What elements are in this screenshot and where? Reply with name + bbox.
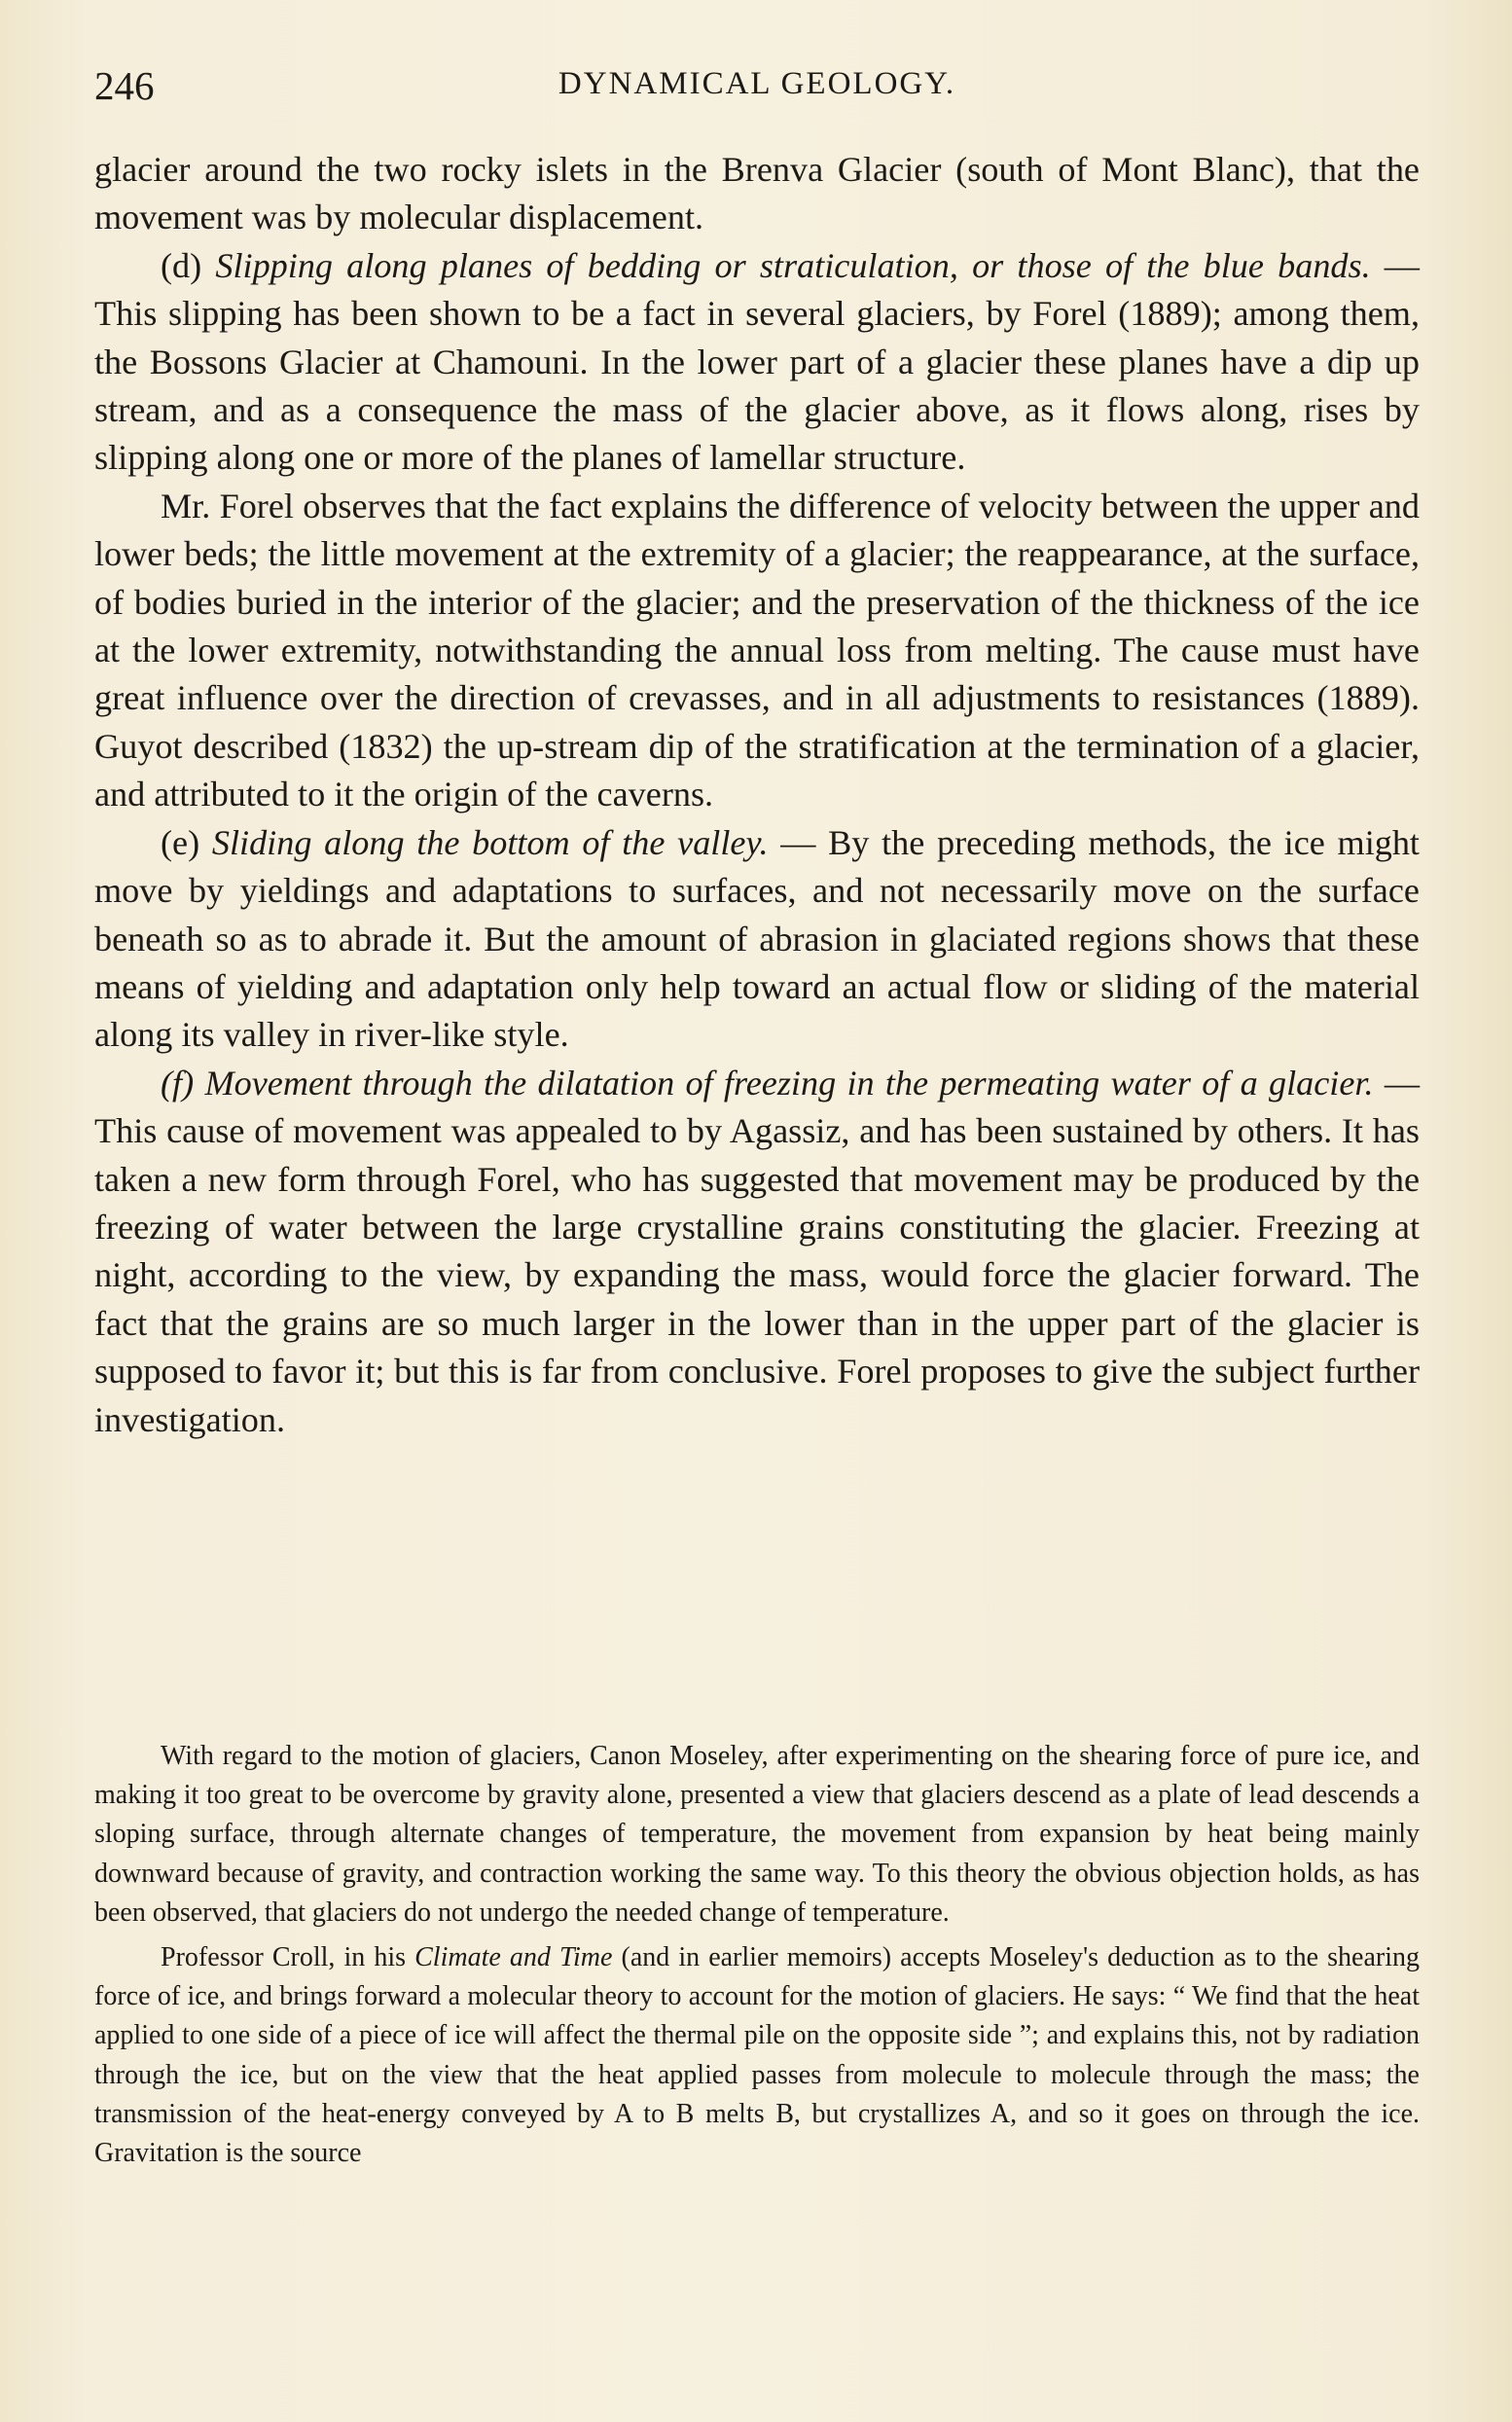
paragraph-d — [94, 242, 1420, 483]
paragraph-f — [94, 1060, 1420, 1444]
page-header — [94, 56, 1420, 115]
item-label-f: (f) — [161, 1063, 195, 1103]
note-croll-intro: Professor Croll, in his — [161, 1942, 415, 1973]
item-text-f: — This cause of movement was appealed to by Agassiz, and has been sustained by others. It has taken a new form through Forel, who has suggested that movement may be produced by the freezing of water between the large crystalline grains constituting the glacier. Freezing at night, according to the view, by expanding the mass, would force the glacier forward. The fact that the grains are so much larger in the lower than in the upper part of the glacier is supposed to favor it; but this is far from conclusive. Forel proposes to give the subject further investigation. — [94, 1063, 1421, 1439]
item-label-d: (d) — [161, 245, 202, 285]
note-croll-text: (and in earlier memoirs) accepts Moseley's deduction as to the shearing force of ice, and brings forward a molecular theory to account for the motion of glaciers. He says: “ We find that the heat applied to one side of a piece of ice will affect the thermal pile on the opposite side ”; and explains this, not by radiation through the ice, but on the view that the heat applied passes from molecule to molecule through the mass; the transmission of the heat-energy conveyed by A to B melts B, but crystallizes A, and so it goes on through the ice. Gravitation is the source — [94, 1942, 1421, 2169]
paragraph-forel: Mr. Forel observes that the fact explains the difference of velocity between the upper and lower beds; the little movement at the extremity of a glacier; the reappearance, at the surface, of bodies buried in the interior of the glacier; and the preservation of the thickness of the ice at the lower extremity, notwithstanding the annual loss from melting. The cause must have great influence over the direction of crevasses, and in all adjustments to resistances (1889). Guyot described (1832) the up-stream dip of the stratification at the termination of a glacier, and attributed to it the origin of the caverns. — [94, 486, 1420, 814]
paragraph-continuation: glacier around the two rocky islets in the Brenva Glacier (south of Mont Blanc), that the movement was by molecular displacement. — [94, 150, 1420, 237]
note-croll — [94, 1938, 1420, 2173]
running-head: DYNAMICAL GEOLOGY. — [558, 66, 956, 101]
small-print-notes — [94, 1737, 1420, 2173]
item-text-d: — This slipping has been shown to be a fact in several glaciers, by Forel (1889); among them, the Bossons Glacier at Chamouni. In the lower part of a glacier these planes have a dip up stream, and as a consequence the mass of the glacier above, as it flows along, rises by slipping along one or more of the planes of lamellar structure. — [94, 245, 1420, 478]
main-text — [94, 146, 1420, 1444]
item-text-e: — By the preceding methods, the ice might move by yieldings and adaptations to surfaces, and not necessarily move on the surface beneath so as to abrade it. But the amount of abrasion in glaciated regions shows that these means of yielding and adaptation only help toward an actual flow or sliding of the material along its valley in river-like style. — [94, 822, 1420, 1055]
item-label-e: (e) — [161, 822, 200, 862]
book-title: Climate and Time — [414, 1942, 613, 1973]
page-number: 246 — [94, 63, 155, 108]
item-title-d: Slipping along planes of bedding or straticulation, or those of the blue bands. — [215, 245, 1371, 285]
paragraph-e — [94, 819, 1420, 1060]
item-title-f: Movement through the dilatation of freezing in the permeating water of a glacier. — [204, 1063, 1374, 1103]
item-title-e: Sliding along the bottom of the valley. — [211, 822, 769, 862]
note-moseley: With regard to the motion of glaciers, Canon Moseley, after experimenting on the shearing force of pure ice, and making it too great to be overcome by gravity alone, presented a view that glaciers descend as a plate of lead descends a sloping surface, through alternate changes of temperature, the movement from expansion by heat being mainly downward because of gravity, and contraction working the same way. To this theory the obvious objection holds, as has been observed, that glaciers do not undergo the needed change of temperature. — [94, 1741, 1420, 1928]
